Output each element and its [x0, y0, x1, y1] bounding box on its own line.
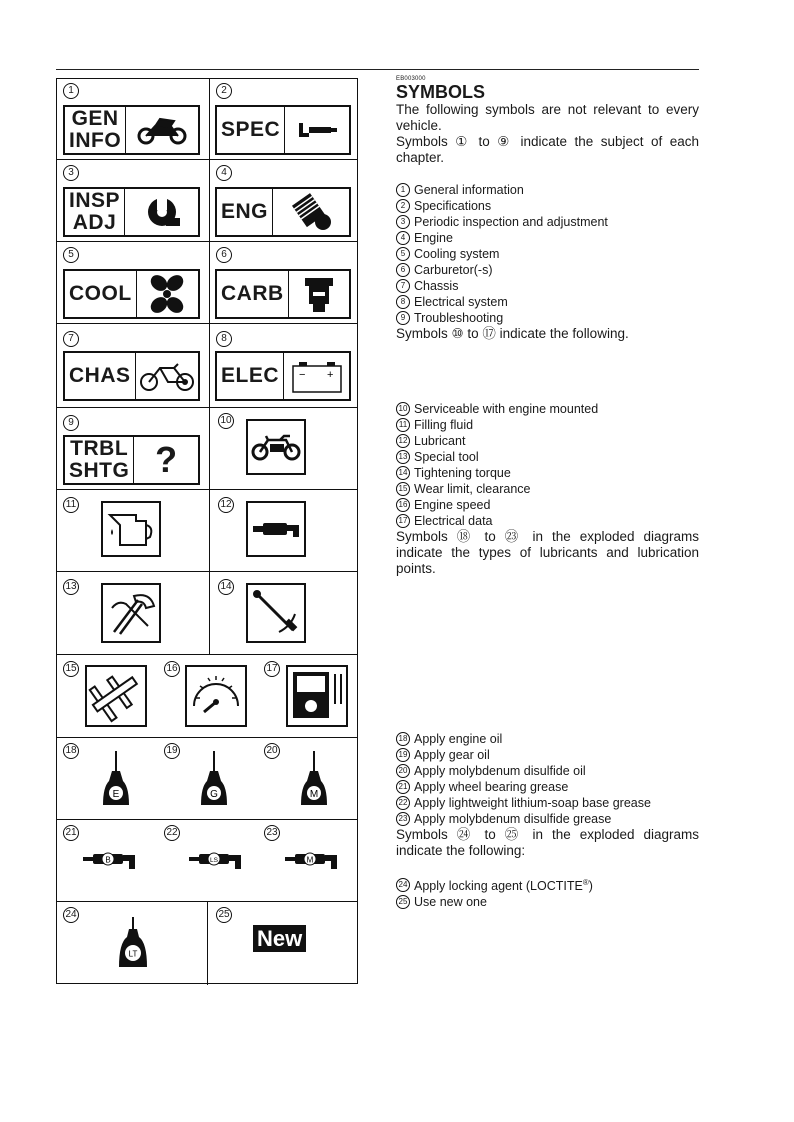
list-item-number: 11 [396, 418, 410, 432]
list-item-number: 9 [396, 311, 410, 325]
fan-icon [145, 273, 189, 315]
list-item-text: Engine [414, 231, 453, 245]
list-item-number: 14 [396, 466, 410, 480]
vernier-caliper-icon [88, 668, 144, 724]
service-list [396, 401, 699, 529]
list-item-number: 1 [396, 183, 410, 197]
oil-bottle-e-icon [101, 749, 131, 809]
oil-bottle-m-icon [299, 749, 329, 809]
question-mark-icon: ? [133, 437, 198, 483]
list-item-number: 5 [396, 247, 410, 261]
symbol-number-10: 10 [218, 413, 234, 429]
symbol-number-2: 2 [216, 83, 232, 99]
list-item [396, 182, 699, 198]
list-item-text: Specifications [414, 199, 492, 213]
tightening-torque-symbol [246, 583, 306, 643]
list-item-text: Special tool [414, 450, 479, 464]
list-item-text: Apply locking agent (LOCTITE®) [414, 878, 593, 894]
gen-info-badge: GEN INFO [63, 105, 200, 155]
lubricant-symbol [246, 501, 306, 557]
page-title: SYMBOLS [396, 82, 486, 102]
oil-bottle-g-icon [199, 749, 229, 809]
list-item [396, 449, 699, 465]
list-item-text: Periodic inspection and adjustment [414, 215, 608, 229]
battery-minus-label: − [298, 369, 305, 381]
grease-gun-icon [249, 519, 303, 539]
symbol-number-24: 24 [63, 907, 79, 923]
new-label: New [253, 925, 306, 952]
list-item-number: 19 [396, 748, 410, 762]
symbol-number-20: 20 [264, 743, 280, 759]
list-item-number: 18 [396, 732, 410, 746]
list-item-number: 21 [396, 780, 410, 794]
intro-text: The following symbols are not relevant to every vehicle. [396, 102, 699, 133]
spec-badge: SPEC [215, 105, 351, 155]
cool-badge: COOL [63, 269, 200, 319]
list-item [396, 294, 699, 310]
list-item [396, 779, 699, 795]
wrench-icon [142, 194, 182, 230]
list-item-text: General information [414, 183, 524, 197]
list-item-number: 22 [396, 796, 410, 810]
list-item-number: 12 [396, 434, 410, 448]
symbol-number-21: 21 [63, 825, 79, 841]
list-item-number: 16 [396, 498, 410, 512]
lithium-soap-grease-symbol [187, 849, 247, 876]
symbol-number-14: 14 [218, 579, 234, 595]
list-item-text: Filling fluid [414, 418, 474, 432]
caliper-icon [295, 119, 339, 141]
symbol-number-16: 16 [164, 661, 180, 677]
trbl-shtg-badge: TRBL SHTG ? [63, 435, 200, 485]
torque-wrench-icon [249, 586, 303, 640]
symbol-number-23: 23 [264, 825, 280, 841]
list-item [396, 875, 699, 894]
gear-oil-symbol [199, 749, 229, 814]
symbols-text-column [396, 76, 699, 910]
multimeter-icon [289, 668, 345, 724]
electrical-data-symbol [286, 665, 348, 727]
oil-letter-e: E [112, 789, 120, 800]
list-item [396, 246, 699, 262]
doc-code: EB003000 [396, 76, 426, 82]
symbol-number-1: 1 [63, 83, 79, 99]
list-item-number: 15 [396, 482, 410, 496]
list-item-number: 23 [396, 812, 410, 826]
locking-agent-bottle-icon [115, 915, 151, 971]
list-item-text: Carburetor(-s) [414, 263, 493, 277]
grease-letter-m: M [306, 855, 314, 865]
list-item [396, 811, 699, 827]
list-item [396, 417, 699, 433]
list-item-text: Apply wheel bearing grease [414, 780, 569, 794]
symbol-grid [56, 78, 358, 984]
carb-badge: CARB [215, 269, 351, 319]
grease-gun-b-icon [81, 849, 141, 871]
list-item [396, 795, 699, 811]
list-item [396, 894, 699, 910]
list-item [396, 481, 699, 497]
list-item [396, 433, 699, 449]
special-tool-symbol [101, 583, 161, 643]
lube-intro: Symbols ⑱ to ㉓ in the exploded diagrams indicate the types of lubricants and lubrication points. [396, 529, 699, 576]
list-item-text: Chassis [414, 279, 459, 293]
top-rule [56, 69, 699, 70]
engine-mounted-symbol [246, 419, 306, 475]
list-item-text: Cooling system [414, 247, 500, 261]
list-item [396, 763, 699, 779]
list-item-text: Apply engine oil [414, 732, 503, 746]
symbol-number-15: 15 [63, 661, 79, 677]
list-item-number: 24 [396, 878, 410, 892]
chapter-list [396, 182, 699, 326]
oil-can-icon [106, 505, 156, 553]
other-list [396, 875, 699, 910]
list-item-text: Use new one [414, 895, 487, 910]
symbol-number-6: 6 [216, 247, 232, 263]
list-item-number: 6 [396, 263, 410, 277]
list-item-text: Apply molybdenum disulfide oil [414, 764, 586, 778]
list-item [396, 747, 699, 763]
motorcycle-icon [250, 432, 302, 462]
special-tool-icon [104, 586, 158, 640]
list-item-number: 17 [396, 514, 410, 528]
list-item-text: Troubleshooting [414, 311, 504, 325]
list-item-number: 4 [396, 231, 410, 245]
insp-adj-badge: INSP ADJ [63, 187, 200, 237]
grease-letter-b: B [105, 855, 111, 865]
grease-letter-ls: LS [210, 857, 218, 864]
symbol-number-11: 11 [63, 497, 79, 513]
list-item-number: 20 [396, 764, 410, 778]
list-item-text: Lubricant [414, 434, 466, 448]
list-item-text: Apply lightweight lithium-soap base grease [414, 796, 651, 810]
list-item-number: 2 [396, 199, 410, 213]
other-intro: Symbols ㉔ to ㉕ in the exploded diagrams indicate the following: [396, 827, 699, 858]
list-item [396, 278, 699, 294]
list-item-number: 7 [396, 279, 410, 293]
symbol-number-5: 5 [63, 247, 79, 263]
grease-gun-ls-icon [187, 849, 247, 871]
engine-oil-symbol [101, 749, 131, 814]
wheel-bearing-grease-symbol [81, 849, 141, 876]
list-item [396, 731, 699, 747]
list-item [396, 310, 699, 326]
grease-gun-m-icon [283, 849, 343, 871]
list-item-text: Electrical data [414, 514, 493, 528]
symbol-number-13: 13 [63, 579, 79, 595]
symbol-number-7: 7 [63, 331, 79, 347]
new-part-symbol [253, 927, 306, 951]
symbol-number-12: 12 [218, 497, 234, 513]
list-item-text: Wear limit, clearance [414, 482, 531, 496]
list-item [396, 230, 699, 246]
list-item [396, 465, 699, 481]
list-item-text: Electrical system [414, 295, 508, 309]
symbol-number-19: 19 [164, 743, 180, 759]
tachometer-icon [188, 668, 244, 724]
battery-plus-label: + [326, 369, 333, 381]
molybdenum-grease-symbol [283, 849, 343, 876]
motorcycle-frame-icon [138, 360, 196, 392]
chas-badge: CHAS [63, 351, 200, 401]
symbol-number-18: 18 [63, 743, 79, 759]
list-item [396, 401, 699, 417]
list-item-number: 25 [396, 895, 410, 909]
symbol-number-4: 4 [216, 165, 232, 181]
list-item-text: Apply gear oil [414, 748, 490, 762]
symbol-number-17: 17 [264, 661, 280, 677]
wear-limit-symbol [85, 665, 147, 727]
list-item-number: 10 [396, 402, 410, 416]
symbol-number-25: 25 [216, 907, 232, 923]
symbol-number-9: 9 [63, 415, 79, 431]
list-item-text: Apply molybdenum disulfide grease [414, 812, 612, 826]
list-item-number: 8 [396, 295, 410, 309]
symbol-number-8: 8 [216, 331, 232, 347]
filling-fluid-symbol [101, 501, 161, 557]
motorcycle-icon [136, 115, 188, 145]
molybdenum-oil-symbol [299, 749, 329, 814]
oil-letter-m: M [309, 789, 319, 800]
service-intro: Symbols ⑩ to ⑰ indicate the following. [396, 326, 629, 341]
lube-list [396, 731, 699, 827]
symbol-number-22: 22 [164, 825, 180, 841]
elec-badge: ELEC − + [215, 351, 351, 401]
list-item [396, 262, 699, 278]
chapter-intro: Symbols ① to ⑨ indicate the subject of each chapter. [396, 134, 699, 165]
bottle-letter-lt: LT [128, 949, 138, 959]
list-item [396, 198, 699, 214]
engine-speed-symbol [185, 665, 247, 727]
list-item-number: 13 [396, 450, 410, 464]
list-item-text: Engine speed [414, 498, 491, 512]
list-item [396, 513, 699, 529]
list-item [396, 214, 699, 230]
eng-badge: ENG [215, 187, 351, 237]
list-item-number: 3 [396, 215, 410, 229]
symbol-number-3: 3 [63, 165, 79, 181]
list-item-text: Serviceable with engine mounted [414, 402, 599, 416]
locking-agent-symbol [115, 915, 151, 976]
oil-letter-g: G [210, 789, 218, 800]
engine-piston-icon [285, 192, 337, 232]
battery-icon [289, 358, 345, 394]
list-item-text: Tightening torque [414, 466, 511, 480]
carburetor-icon [301, 274, 337, 314]
list-item [396, 497, 699, 513]
